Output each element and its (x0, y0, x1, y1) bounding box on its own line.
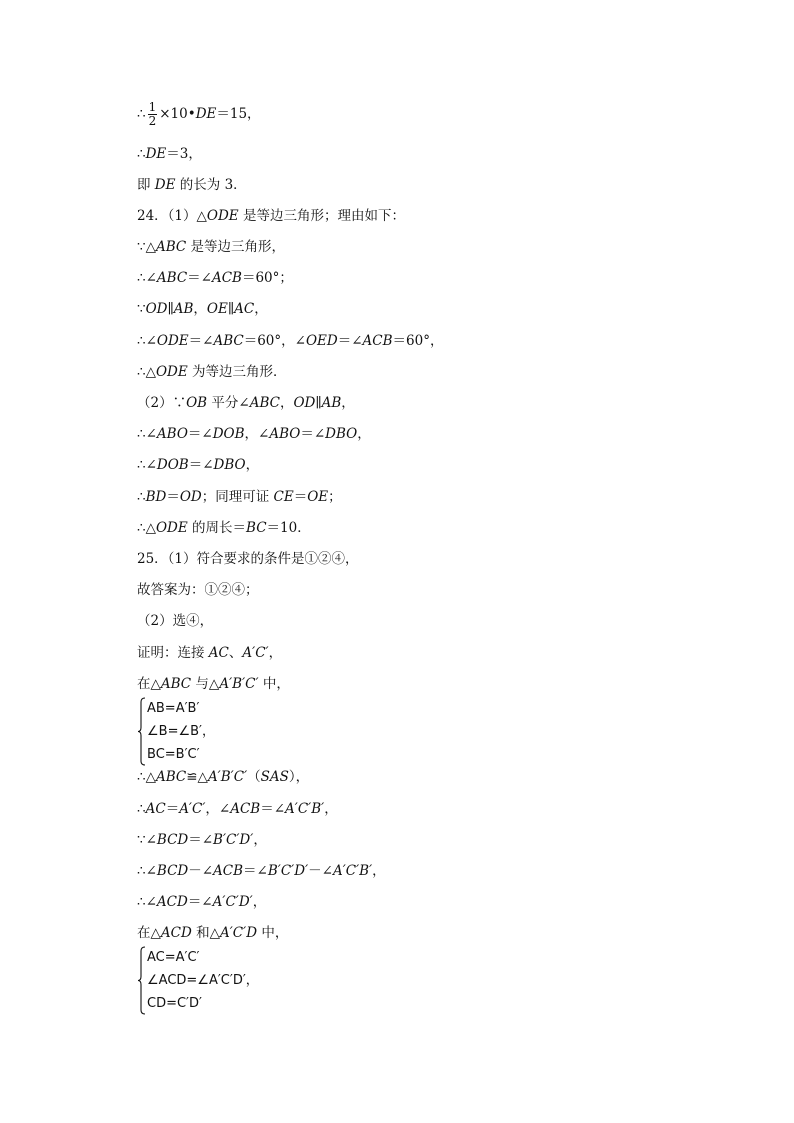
math-symbol: BCD (156, 863, 189, 879)
text-segment: ＝60°，∠ (243, 333, 306, 349)
text-segment: ≌△ (186, 769, 208, 785)
text-segment: ； (328, 489, 342, 505)
text-line-l24 (137, 893, 266, 911)
math-symbol: OE (206, 301, 228, 317)
text-segment: ；同理可证 (201, 489, 274, 505)
left-brace-icon (137, 946, 147, 1015)
text-segment: ∴∠ (137, 457, 157, 473)
text-line-l7 (137, 300, 268, 318)
text-segment: （2）∵ (137, 395, 187, 411)
equation-row: AC=A′C′ (147, 950, 200, 965)
math-symbol: DE (154, 177, 176, 193)
text-segment: ∥ (227, 301, 235, 317)
text-segment: 25．（1）符合要求的条件是①②④， (137, 551, 359, 567)
math-symbol: ODE (155, 520, 188, 536)
text-line-l22 (137, 831, 267, 849)
text-segment: ∵ (137, 301, 146, 317)
text-segment: ＝∠ (260, 801, 286, 817)
equation-row: AB=A′B′ (147, 701, 200, 716)
math-symbol: AB (321, 395, 342, 411)
math-symbol: ODE (206, 208, 239, 224)
text-line-l12 (137, 456, 259, 474)
text-segment: ， (193, 301, 207, 317)
text-segment: 为等边三角形． (187, 364, 287, 380)
text-segment: ， (341, 395, 355, 411)
math-symbol: DE (195, 106, 217, 122)
math-symbol: ACD (156, 894, 188, 910)
text-segment: ， (372, 863, 386, 879)
text-segment: ∴∠ (137, 270, 157, 286)
text-segment: ＝ (293, 489, 308, 505)
text-segment: －∠ (188, 863, 214, 879)
text-line-l10 (137, 394, 355, 412)
fraction-denominator: 2 (148, 114, 157, 128)
text-segment: ∵∠ (137, 832, 157, 848)
text-line-l16 (137, 581, 259, 599)
math-symbol: ACB (211, 270, 242, 286)
math-symbol: DBO (213, 457, 246, 473)
text-segment: 和△ (191, 925, 220, 941)
math-symbol: AC (208, 645, 229, 661)
text-segment: ∴ (137, 801, 146, 817)
text-segment: 是等边三角形；理由如下： (238, 208, 405, 224)
math-symbol: OD (293, 395, 316, 411)
text-line-l1 (137, 101, 261, 128)
text-segment: 24．（1）△ (137, 208, 207, 224)
math-symbol: A′B′C′ (219, 676, 259, 692)
text-segment: 在△ (137, 925, 161, 941)
math-symbol: ABC (155, 239, 187, 255)
text-line-l6 (137, 269, 293, 287)
math-symbol: CE (273, 489, 294, 505)
text-segment: ＝60°； (241, 270, 293, 286)
text-segment: ， (279, 395, 294, 411)
equation-row: ∠B=∠B′， (147, 724, 215, 739)
text-segment: ＝∠ (187, 894, 213, 910)
math-symbol: ODE (156, 333, 189, 349)
text-segment: ∴ (137, 489, 146, 505)
text-segment: ＝ (166, 489, 180, 505)
math-symbol: AC (234, 301, 255, 317)
text-segment: ＝60°， (392, 333, 444, 349)
text-segment: ＝10． (266, 520, 311, 536)
math-symbol: OD (179, 489, 202, 505)
text-segment: 与△ (191, 676, 220, 692)
left-brace-icon (137, 697, 147, 766)
math-symbol: ABO (269, 426, 301, 442)
text-segment: ＝∠ (243, 863, 268, 879)
math-symbol: DBO (325, 426, 358, 442)
text-segment: ∴△ (137, 520, 156, 536)
text-segment: 的周长＝ (187, 520, 247, 536)
math-symbol: ABO (156, 426, 188, 442)
equation-row: CD=C′D′ (147, 996, 202, 1011)
math-symbol: OED (305, 333, 338, 349)
text-segment: ∴ (137, 106, 146, 122)
text-segment: ＝∠ (300, 426, 326, 442)
text-segment: ， (254, 301, 268, 317)
text-segment: 的长为 3． (175, 177, 247, 193)
text-line-l13 (137, 488, 342, 506)
text-line-l14 (137, 519, 311, 537)
text-segment: ＝∠ (188, 457, 214, 473)
math-symbol: BC (246, 520, 267, 536)
math-symbol: ABC (156, 270, 188, 286)
equation-row: BC=B′C′ (147, 747, 200, 762)
text-segment: 证明：连接 (137, 645, 209, 661)
text-segment: 故答案为：①②④； (137, 582, 259, 598)
text-segment: ）， (288, 769, 310, 785)
math-symbol: OE (307, 489, 329, 505)
text-segment: ∴∠ (137, 333, 157, 349)
math-symbol: SAS (260, 769, 289, 785)
text-line-l23 (137, 862, 386, 880)
math-symbol: ODE (155, 364, 188, 380)
text-segment: ＝∠ (187, 426, 213, 442)
text-segment: 、 (228, 645, 243, 661)
math-symbol: A′C′B′ (285, 801, 325, 817)
text-segment: 中， (257, 925, 289, 941)
text-segment: ∴∠ (137, 426, 157, 442)
text-line-l18 (137, 644, 282, 662)
math-symbol: B′C′D′ (267, 863, 309, 879)
text-line-l5 (137, 238, 285, 256)
text-line-l2 (137, 145, 202, 163)
math-symbol: AC (145, 801, 166, 817)
text-line-l11 (137, 425, 371, 443)
text-line-l15 (137, 550, 359, 568)
text-segment: ∥ (315, 395, 322, 411)
text-segment: 是等边三角形， (186, 239, 286, 255)
text-segment: ， (252, 894, 267, 910)
text-segment: ， (245, 457, 260, 473)
math-symbol: DE (145, 146, 167, 162)
text-line-l4 (137, 207, 405, 225)
math-symbol: A′B′C′ (207, 769, 248, 785)
text-segment: ， (357, 426, 371, 442)
text-segment: 即 (137, 177, 155, 193)
math-symbol: A′C′ (179, 801, 206, 817)
math-symbol: ABC (155, 769, 187, 785)
text-segment: ， (324, 801, 338, 817)
math-symbol: ACB (213, 863, 244, 879)
math-symbol: OD (145, 301, 168, 317)
text-line-l17 (137, 612, 213, 630)
text-segment: （2）选④， (137, 613, 214, 629)
math-symbol: BCD (156, 832, 189, 848)
text-segment: ， (253, 832, 267, 848)
math-symbol: A′C′D′ (212, 894, 253, 910)
math-symbol: OB (186, 395, 208, 411)
text-segment: ∴△ (137, 364, 156, 380)
math-symbol: DOB (156, 457, 189, 473)
text-segment: ∴∠ (137, 863, 157, 879)
text-segment: ∥ (167, 301, 174, 317)
math-symbol: A′C′B′ (332, 863, 373, 879)
text-segment: ∵△ (137, 239, 156, 255)
text-line-l21 (137, 800, 338, 818)
text-segment: 在△ (137, 676, 161, 692)
text-segment: ＝∠ (188, 832, 214, 848)
math-symbol: A′C′ (242, 645, 269, 661)
text-segment: ，∠ (205, 801, 231, 817)
math-symbol: AB (173, 301, 194, 317)
math-symbol: ACD (160, 925, 192, 941)
text-segment: ∴ (137, 146, 146, 162)
text-segment: ×10• (159, 106, 196, 122)
text-segment: －∠ (308, 863, 333, 879)
text-segment: ＝ (165, 801, 180, 817)
math-symbol: ACB (230, 801, 261, 817)
math-symbol: ACB (362, 333, 393, 349)
text-segment: （ (247, 769, 261, 785)
text-segment: ∴△ (137, 769, 156, 785)
text-segment: ，∠ (244, 426, 270, 442)
text-line-l8 (137, 332, 443, 350)
text-segment: ， (268, 645, 283, 661)
math-symbol: ABC (249, 395, 280, 411)
text-line-l9 (137, 363, 287, 381)
fraction (148, 101, 158, 128)
text-segment: ＝∠ (337, 333, 363, 349)
math-symbol: DOB (212, 426, 245, 442)
text-segment: ＝3， (166, 146, 202, 162)
math-symbol: BD (145, 489, 167, 505)
text-line-l19 (137, 675, 290, 693)
math-symbol: ABC (160, 676, 192, 692)
text-segment: ＝∠ (187, 270, 212, 286)
text-line-l3 (137, 176, 247, 194)
math-symbol: ABC (213, 333, 244, 349)
text-segment: ＝∠ (188, 333, 214, 349)
text-segment: ＝15， (216, 106, 261, 122)
math-symbol: A′C′D (219, 925, 258, 941)
text-line-l25 (137, 924, 288, 942)
math-symbol: B′C′D′ (213, 832, 254, 848)
text-line-l20 (137, 768, 309, 786)
text-segment: 中， (258, 676, 290, 692)
equation-row: ∠ACD=∠A′C′D′， (147, 973, 259, 988)
text-segment: 平分∠ (207, 395, 250, 411)
equation-rows (147, 946, 259, 1015)
equation-rows (147, 697, 215, 766)
fraction-numerator: 1 (148, 100, 157, 114)
text-segment: ∴∠ (137, 894, 157, 910)
